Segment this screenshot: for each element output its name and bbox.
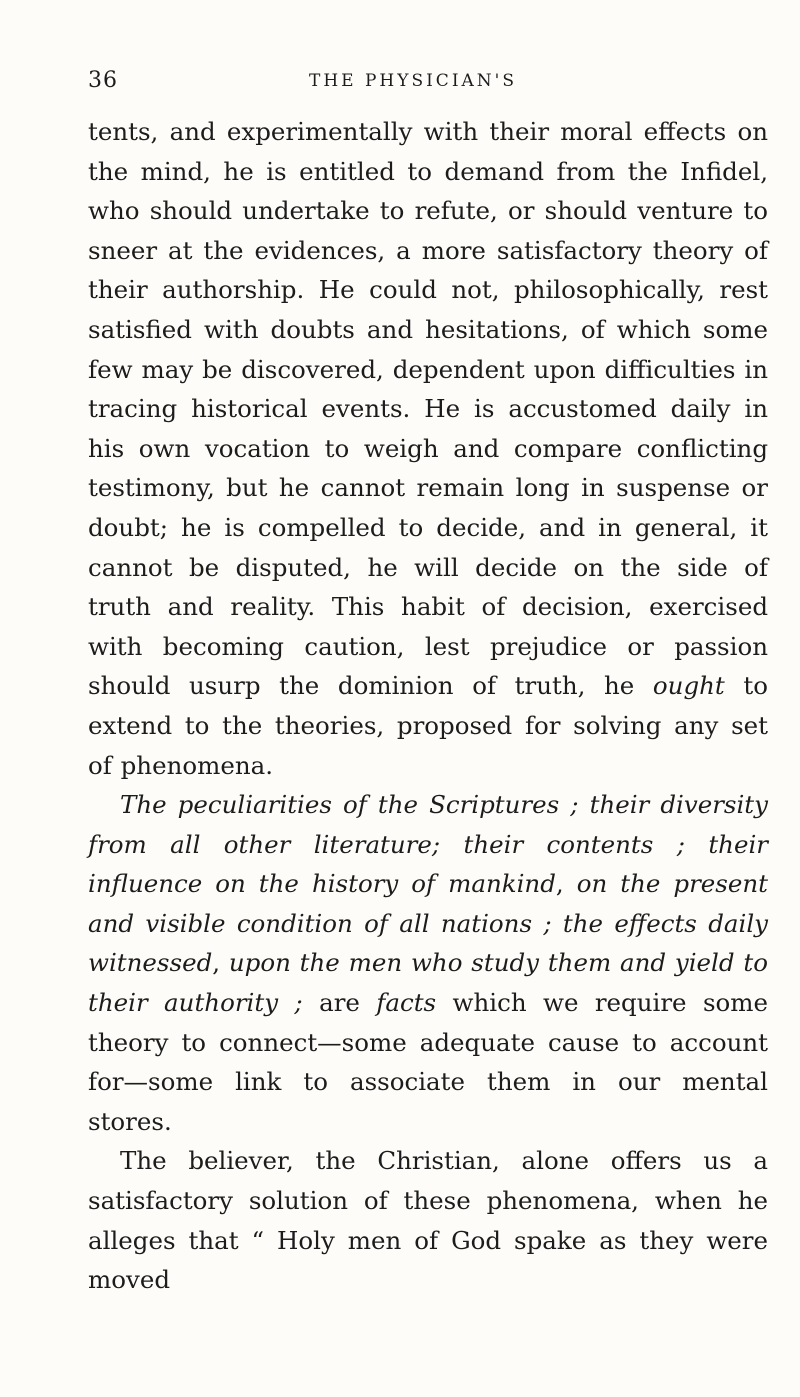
text-run: , bbox=[212, 948, 229, 978]
running-head: THE PHYSICIAN'S bbox=[308, 71, 518, 91]
italic-run: The peculiarities of the Scriptures ; their diversity from all other literature; their contents ; their influence on the history of mankind bbox=[88, 790, 768, 899]
text-run: to extend to the theories, proposed for solving any set of phenomena. bbox=[88, 671, 768, 780]
italic-run: upon the men who study them and yield to their authority ; bbox=[88, 948, 768, 1018]
paragraph-2 bbox=[88, 785, 768, 1141]
italic-run: facts bbox=[376, 988, 437, 1018]
italic-run: ought bbox=[652, 671, 725, 701]
body-text bbox=[88, 112, 768, 1300]
italic-run: on the present and visible condition of all nations ; the effects daily witnessed bbox=[88, 869, 768, 978]
text-run: tents, and experimentally with their moral effects on the mind, he is entitled to demand from the Infidel, who should undertake to refute, or should venture to sneer at the evidences, a more satisfactory theory of their authorship. He could not, philosophically, rest satisfied with doubts and hesitations, of which some few may be discovered, dependent upon difficulties in tracing historical events. He is accustomed daily in his own vocation to weigh and compare conflicting testimony, but he cannot remain long in suspense or doubt; he is compelled to decide, and in general, it cannot be disputed, he will decide on the side of truth and reality. This habit of decision, exercised with becoming caution, lest prejudice or passion should usurp the dominion of truth, he bbox=[88, 117, 768, 701]
page-header bbox=[88, 68, 738, 98]
text-run: , bbox=[555, 869, 577, 899]
paragraph-1 bbox=[88, 112, 768, 785]
paragraph-3 bbox=[88, 1141, 768, 1299]
text-run: are bbox=[302, 988, 377, 1018]
text-run: The believer, the Christian, alone offers us a satisfactory solution of these phenomena, when he alleges that “ Holy men of God spake as they were moved bbox=[88, 1146, 768, 1295]
text-run: which we require some theory to connect—some adequate cause to account for—some link to associate them in our mental stores. bbox=[88, 988, 768, 1136]
page-number: 36 bbox=[88, 68, 118, 93]
